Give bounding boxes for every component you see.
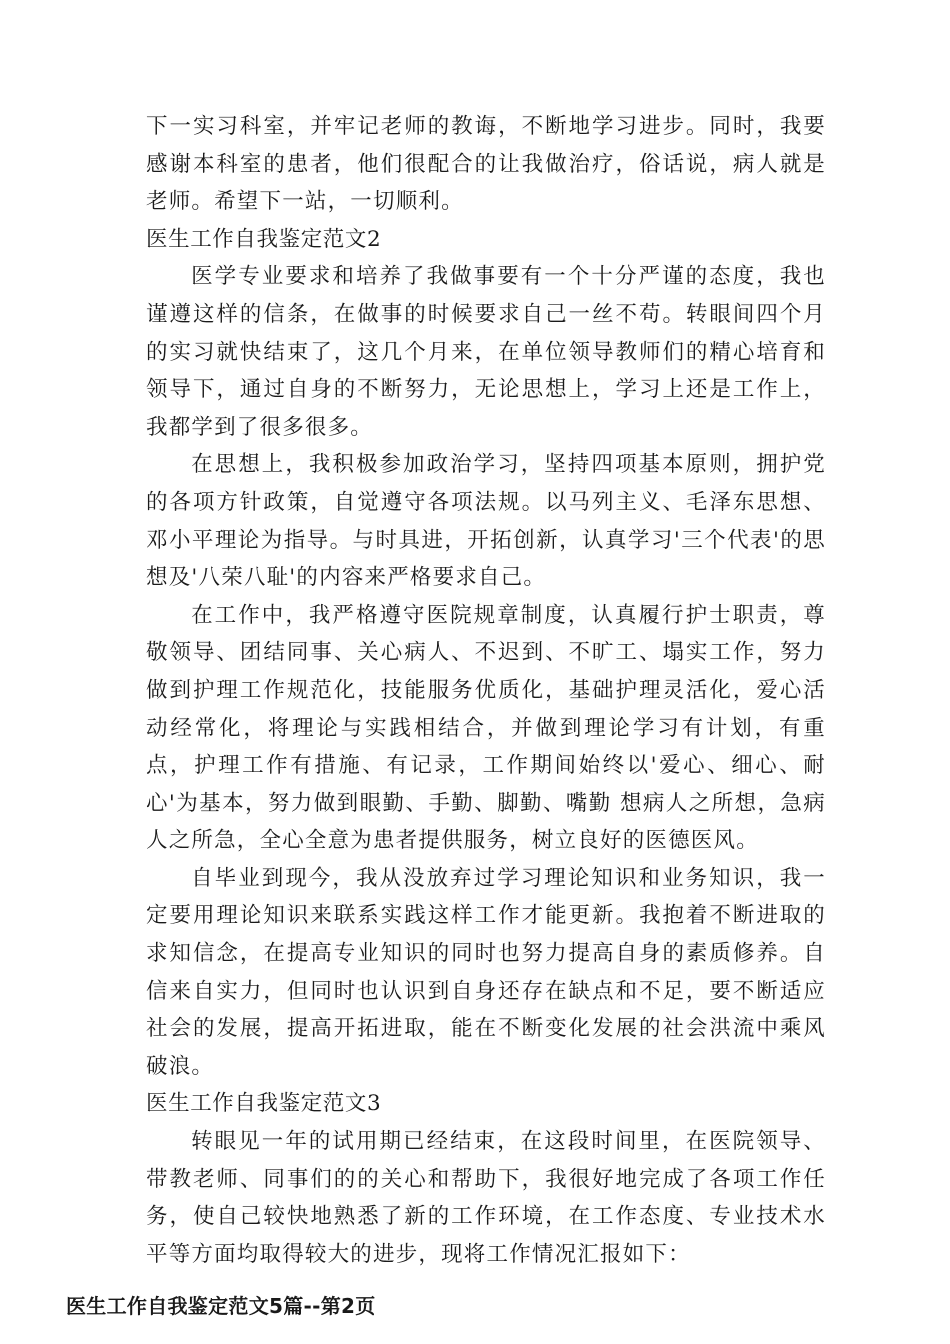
paragraph: 在工作中，我严格遵守医院规章制度，认真履行护士职责，尊敬领导、团结同事、关心病人、不迟到、不旷工、塌实工作，努力做到护理工作规范化，技能服务优质化，基础护理灵活化，爱心活动经常化，将理论与实践相结合，并做到理论学习有计划，有重点，护理工作有措施、有记录，工作期间始终以'爱心、细心、耐心'为基本，努力做到眼勤、手勤、脚勤、嘴勤 想病人之所想，急病人之所急，全心全意为患者提供服务，树立良好的医德医风。 xyxy=(146,602,826,854)
paragraph-continuation: 下一实习科室，并牢记老师的教诲，不断地学习进步。同时，我要感谢本科室的患者，他们很配合的让我做治疗，俗话说，病人就是老师。希望下一站，一切顺利。 xyxy=(146,114,826,215)
paragraph: 自毕业到现今，我从没放弃过学习理论知识和业务知识，我一定要用理论知识来联系实践这样工作才能更新。我抱着不断进取的求知信念，在提高专业知识的同时也努力提高自身的素质修养。自信来自实力，但同时也认识到自身还存在缺点和不足，要不断适应社会的发展，提高开拓进取，能在不断变化发展的社会洪流中乘风破浪。 xyxy=(146,865,826,1079)
section-heading-2: 医生工作自我鉴定范文2 xyxy=(146,226,382,252)
paragraph: 在思想上，我积极参加政治学习，坚持四项基本原则，拥护党的各项方针政策，自觉遵守各项法规。以马列主义、毛泽东思想、邓小平理论为指导。与时具进，开拓创新，认真学习'三个代表'的思想及'八荣八耻'的内容来严格要求自己。 xyxy=(146,452,826,591)
paragraph: 转眼见一年的试用期已经结束，在这段时间里，在医院领导、带教老师、同事们的的关心和帮助下，我很好地完成了各项工作任务，使自己较快地熟悉了新的工作环境，在工作态度、专业技术水平等方面均取得较大的进步，现将工作情况汇报如下： xyxy=(146,1129,826,1267)
section-heading-3: 医生工作自我鉴定范文3 xyxy=(146,1091,382,1117)
document-body xyxy=(146,108,826,1273)
paragraph: 医学专业要求和培养了我做事要有一个十分严谨的态度，我也谨遵这样的信条，在做事的时候要求自己一丝不苟。转眼间四个月的实习就快结束了，这几个月来，在单位领导教师们的精心培育和领导下，通过自身的不断努力，无论思想上，学习上还是工作上，我都学到了很多很多。 xyxy=(146,264,826,440)
page-footer: 医生工作自我鉴定范文5篇--第2页 xyxy=(66,1294,376,1318)
